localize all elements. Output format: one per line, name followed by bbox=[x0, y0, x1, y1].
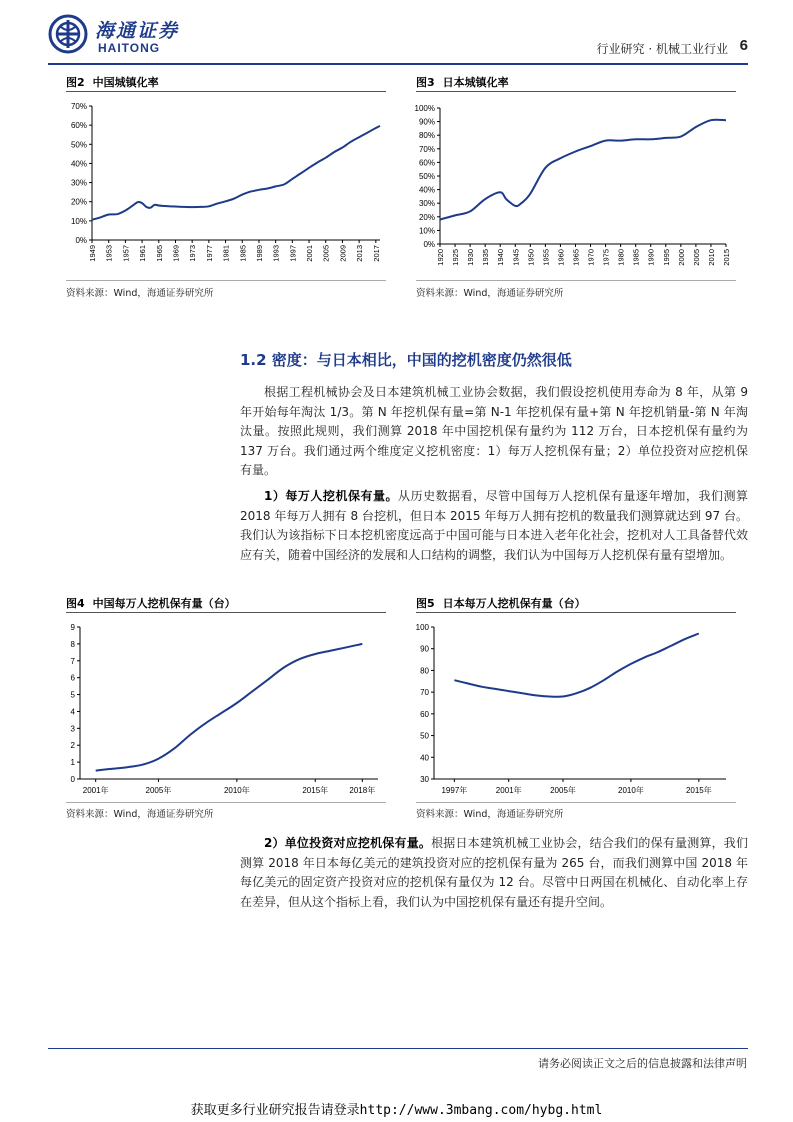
fig3-y-tick-label: 80% bbox=[418, 131, 435, 141]
fig5-y-tick-label: 50 bbox=[420, 731, 429, 741]
fig5-chart bbox=[408, 617, 740, 801]
fig2-y-tick-label: 50% bbox=[70, 140, 87, 150]
fig5-x-tick-label: 1997年 bbox=[441, 786, 468, 795]
fig5-y-tick-label: 30 bbox=[420, 775, 429, 784]
fig5-x-tick-label: 2001年 bbox=[495, 786, 522, 795]
paragraph-per-investment bbox=[240, 834, 748, 912]
fig3-source: 资料来源：Wind，海通证券研究所 bbox=[416, 288, 564, 299]
fig5-y-tick-label: 60 bbox=[420, 709, 429, 719]
fig5-top-rule bbox=[416, 612, 736, 613]
fig2-x-tick-label: 1961 bbox=[138, 245, 148, 262]
fig3-title bbox=[416, 74, 509, 90]
fig3-x-tick-label: 1965 bbox=[571, 249, 581, 266]
fig3-x-tick-label: 1935 bbox=[481, 249, 491, 266]
fig2-y-tick-label: 0% bbox=[75, 236, 87, 245]
fig3-x-tick-label: 2000 bbox=[676, 249, 686, 266]
fig3-x-tick-label: 1975 bbox=[601, 249, 611, 266]
fig2-x-tick-label: 1965 bbox=[154, 245, 164, 262]
fig3-y-tick-label: 100% bbox=[414, 104, 435, 113]
fig2-x-tick-label: 1981 bbox=[221, 245, 231, 262]
haitong-logo-icon bbox=[48, 14, 88, 54]
fig3-y-tick-label: 30% bbox=[418, 199, 435, 209]
fig3-y-tick-label: 70% bbox=[418, 144, 435, 154]
page-number: 6 bbox=[739, 37, 748, 54]
fig4-chart-svg bbox=[60, 617, 390, 801]
paragraph-intro: 根据工程机械协会及日本建筑机械工业协会数据，我们假设挖机使用寿命为 8 年，从第 9 年开始每年淘汰 1/3。第 N 年挖机保有量=第 N-1 年挖机保有量+第 N 年挖机销量-第 N 年淘汰量。按照此规则，我们测算 2018 年中国挖机保有量约为 112 万台，日本挖机保有量约为 137 万台。我们通过两个维度定义挖机密度：1）每万人挖机保有量；2）单位投资对应挖机保有量。 bbox=[240, 385, 748, 477]
fig4-x-tick-label: 2001年 bbox=[82, 786, 109, 795]
paragraph-per-capita-lead: 1）每万人挖机保有量。 bbox=[264, 489, 399, 503]
footer-link[interactable]: 获取更多行业研究报告请登录http://www.3mbang.com/hybg.html bbox=[190, 1103, 603, 1118]
fig2-y-tick-label: 70% bbox=[70, 102, 87, 111]
fig4-label: 图4 bbox=[66, 597, 85, 610]
fig2-x-tick-label: 1985 bbox=[238, 245, 248, 262]
fig4-y-tick-label: 9 bbox=[70, 623, 75, 632]
fig3-y-tick-label: 90% bbox=[418, 117, 435, 127]
fig2-y-tick-label: 20% bbox=[70, 197, 87, 207]
fig5-series-line bbox=[454, 634, 698, 697]
fig3-x-tick-label: 2005 bbox=[691, 249, 701, 266]
fig2-y-tick-label: 60% bbox=[70, 121, 87, 131]
fig3-y-tick-label: 50% bbox=[418, 172, 435, 181]
fig3-x-tick-label: 1940 bbox=[496, 249, 506, 266]
report-category: 行业研究 · 机械工业行业 bbox=[596, 42, 728, 56]
fig2-top-rule bbox=[66, 91, 386, 92]
fig2-x-tick-label: 1949 bbox=[88, 245, 97, 262]
fig3-y-tick-label: 20% bbox=[418, 212, 435, 222]
fig2-x-tick-label: 1997 bbox=[288, 245, 298, 262]
paragraph-per-capita bbox=[240, 487, 748, 565]
fig2-x-tick-label: 1977 bbox=[204, 245, 214, 262]
fig4-y-tick-label: 8 bbox=[70, 639, 75, 649]
fig2-y-tick-label: 10% bbox=[70, 216, 87, 226]
fig2-chart-svg bbox=[60, 96, 390, 274]
fig2-source: 资料来源：Wind，海通证券研究所 bbox=[66, 288, 214, 299]
fig4-y-tick-label: 3 bbox=[70, 724, 75, 734]
fig4-y-tick-label: 7 bbox=[70, 656, 75, 666]
fig3-x-tick-label: 2015 bbox=[722, 249, 731, 266]
fig4-y-tick-label: 5 bbox=[70, 690, 75, 700]
fig2-y-tick-label: 30% bbox=[70, 178, 87, 188]
footer-divider bbox=[48, 1048, 748, 1049]
fig2-title-text: 中国城镇化率 bbox=[92, 76, 159, 89]
fig4-series-line bbox=[96, 644, 363, 771]
fig3-title-text: 日本城镇化率 bbox=[442, 76, 509, 89]
fig5-y-tick-label: 90 bbox=[420, 644, 429, 654]
logo-chinese-text: 海通证券 bbox=[95, 20, 180, 42]
fig3-x-tick-label: 1945 bbox=[511, 249, 521, 266]
fig4-title-text: 中国每万人挖机保有量（台） bbox=[92, 597, 236, 610]
fig4-x-tick-label: 2018年 bbox=[349, 786, 376, 795]
fig4-title bbox=[66, 595, 236, 611]
paragraph-per-investment-lead: 2）单位投资对应挖机保有量。 bbox=[264, 836, 432, 850]
fig2-x-tick-label: 1953 bbox=[104, 245, 114, 262]
fig5-title bbox=[416, 595, 586, 611]
fig5-label: 图5 bbox=[416, 597, 435, 610]
fig3-series-line bbox=[440, 120, 726, 220]
fig3-x-tick-label: 1920 bbox=[436, 249, 445, 266]
fig3-chart-svg bbox=[408, 96, 740, 274]
fig5-y-tick-label: 40 bbox=[420, 753, 429, 763]
section-heading: 1.2 密度：与日本相比，中国的挖机密度仍然很低 bbox=[240, 351, 572, 369]
fig2-title bbox=[66, 74, 159, 90]
fig4-y-tick-label: 6 bbox=[70, 673, 75, 683]
fig3-x-tick-label: 1955 bbox=[541, 249, 551, 266]
fig5-x-tick-label: 2015年 bbox=[685, 786, 712, 795]
fig3-label: 图3 bbox=[416, 76, 435, 89]
fig5-y-tick-label: 70 bbox=[420, 688, 429, 698]
fig2-y-tick-label: 40% bbox=[70, 159, 87, 169]
fig2-x-tick-label: 2001 bbox=[305, 244, 315, 262]
fig4-y-tick-label: 4 bbox=[70, 707, 75, 717]
fig4-y-tick-label: 0 bbox=[70, 775, 75, 784]
fig3-y-tick-label: 40% bbox=[418, 185, 435, 195]
fig4-source: 资料来源：Wind，海通证券研究所 bbox=[66, 809, 214, 820]
fig2-x-tick-label: 2005 bbox=[321, 245, 331, 262]
paragraph-per-capita-text: 从历史数据看，尽管中国每万人挖机保有量逐年增加，我们测算 2018 年每万人拥有 8 台挖机，但日本 2015 年每万人拥有挖机的数量我们测算就达到 97 台。我们认为该指标下日本挖机密度远高于中国可能与日本进入老年化社会，挖机对人工具备替代效应有关，随着中国经济的发展和人口结构的调整，我们认为中国每万人挖机保有量有望增加。 bbox=[240, 489, 748, 562]
fig3-x-tick-label: 1995 bbox=[661, 249, 671, 266]
fig3-x-tick-label: 1950 bbox=[526, 249, 536, 266]
fig3-x-tick-label: 1925 bbox=[451, 249, 461, 266]
fig5-y-tick-label: 100 bbox=[415, 623, 429, 632]
fig3-top-rule bbox=[416, 91, 736, 92]
paragraph-per-investment-text: 根据日本建筑机械工业协会，结合我们的保有量测算，我们测算 2018 年日本每亿美元的建筑投资对应的挖机保有量为 265 台，而我们测算中国 2018 年每亿美元的固定资产投资对应的挖机保有量仅为 12 台。尽管中日两国在机械化、自动化率上存在差异，但从这个指标上看，我们认为中国挖机保有量还有提升空间。 bbox=[240, 836, 748, 909]
fig3-y-tick-label: 60% bbox=[418, 158, 435, 168]
fig2-bottom-rule bbox=[66, 280, 386, 281]
fig3-x-tick-label: 1985 bbox=[631, 249, 641, 266]
fig2-chart bbox=[60, 96, 390, 274]
fig4-x-tick-label: 2005年 bbox=[145, 786, 172, 795]
fig2-x-tick-label: 1969 bbox=[171, 245, 181, 262]
fig5-y-tick-label: 80 bbox=[420, 666, 429, 676]
fig5-chart-svg bbox=[408, 617, 740, 801]
fig3-x-tick-label: 2010 bbox=[706, 249, 716, 266]
fig5-x-tick-label: 2010年 bbox=[618, 786, 644, 795]
fig5-bottom-rule bbox=[416, 802, 736, 803]
fig2-x-tick-label: 1989 bbox=[254, 245, 264, 262]
fig4-y-tick-label: 1 bbox=[70, 758, 75, 768]
fig2-x-tick-label: 1973 bbox=[188, 245, 198, 262]
fig3-x-tick-label: 1990 bbox=[646, 249, 656, 266]
fig4-bottom-rule bbox=[66, 802, 386, 803]
fig3-x-tick-label: 1970 bbox=[586, 249, 596, 266]
fig2-label: 图2 bbox=[66, 76, 85, 89]
fig2-x-tick-label: 2013 bbox=[355, 245, 365, 262]
fig5-title-text: 日本每万人挖机保有量（台） bbox=[442, 597, 586, 610]
fig3-x-tick-label: 1960 bbox=[556, 249, 566, 266]
fig3-x-tick-label: 1980 bbox=[616, 249, 626, 266]
fig5-x-tick-label: 2005年 bbox=[550, 786, 576, 795]
page-header bbox=[48, 12, 748, 66]
fig2-x-tick-label: 2017 bbox=[371, 245, 381, 262]
fig2-x-tick-label: 1957 bbox=[121, 245, 131, 262]
fig3-x-tick-label: 1930 bbox=[466, 249, 476, 266]
fig4-y-tick-label: 2 bbox=[70, 741, 75, 751]
fig2-x-tick-label: 2009 bbox=[338, 245, 348, 262]
disclaimer-note: 请务必阅读正文之后的信息披露和法律声明 bbox=[538, 1057, 747, 1070]
header-divider bbox=[48, 63, 748, 65]
fig3-y-tick-label: 10% bbox=[418, 226, 435, 236]
fig2-series-line bbox=[92, 126, 380, 220]
fig4-top-rule bbox=[66, 612, 386, 613]
fig3-chart bbox=[408, 96, 740, 274]
fig3-bottom-rule bbox=[416, 280, 736, 281]
fig4-x-tick-label: 2010年 bbox=[223, 786, 250, 795]
logo-english-text: HAITONG bbox=[98, 41, 161, 55]
fig4-chart bbox=[60, 617, 390, 801]
fig5-source: 资料来源：Wind，海通证券研究所 bbox=[416, 809, 564, 820]
fig4-x-tick-label: 2015年 bbox=[302, 786, 329, 795]
fig2-x-tick-label: 1993 bbox=[271, 245, 281, 262]
fig3-y-tick-label: 0% bbox=[423, 240, 435, 249]
